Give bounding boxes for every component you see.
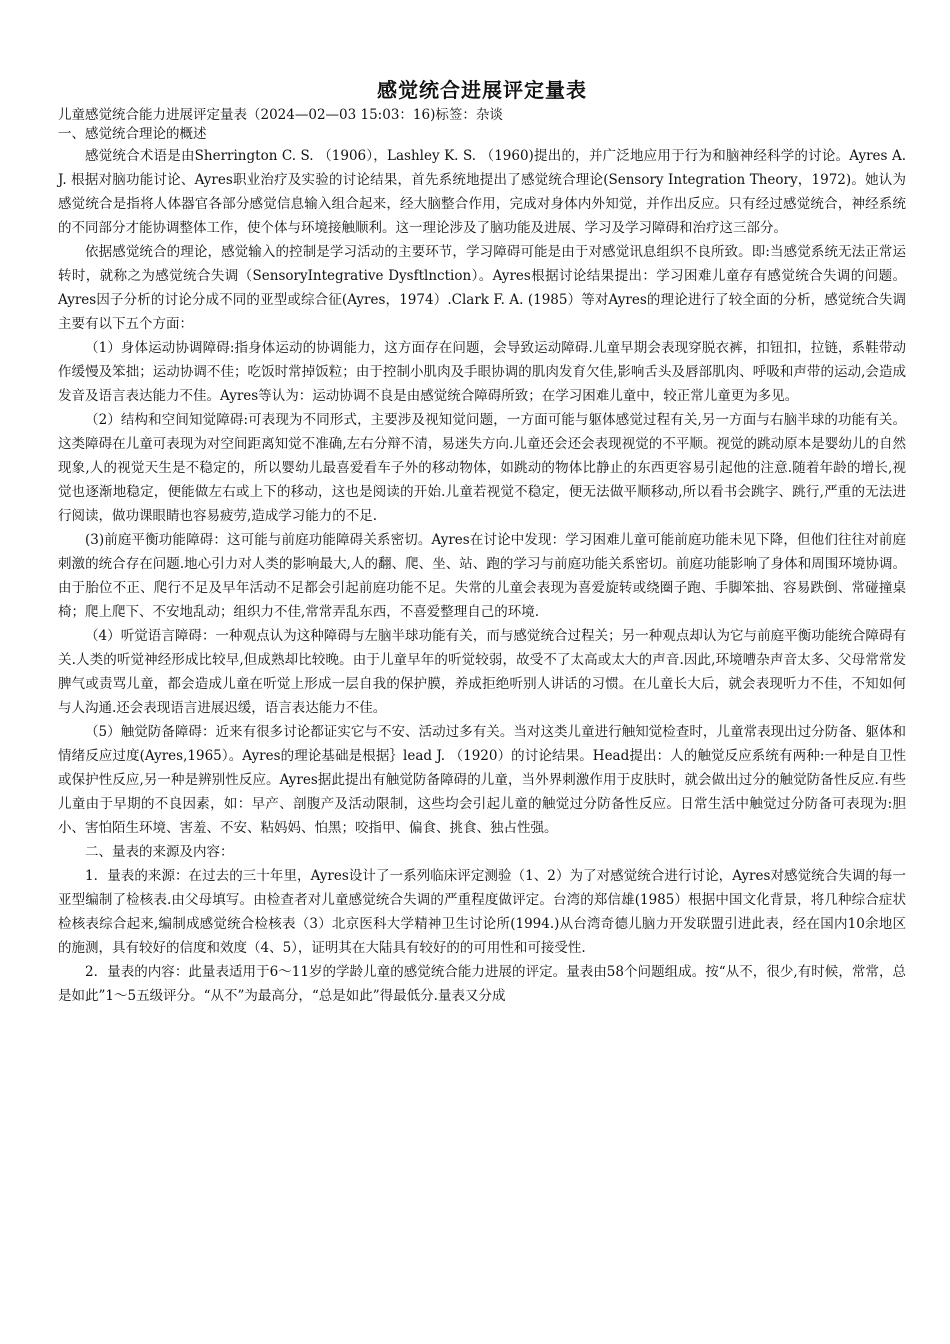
paragraph-intro: 感觉统合术语是由Sherrington C. S. （1906），Lashley K. S. （1960)提出的，并广泛地应用于行为和脑神经科学的讨论。Ayres A. J. 根据对脑功能讨论、Ayres职业治疗及实验的讨论结果，首先系统地提出了感觉统合理论(Sensory Integration Theory，1972)。她认为感觉统合是指将人体器官各部分感觉信息输入组合起来，经大脑整合作用，完成对身体内外知觉，并作出反应。只有经过感觉统合，神经系统的不同部分才能协调整体工作，使个体与环境接触顺利。这一理论涉及了脑功能及进展、学习及学习障碍和治疗这三部分。	[58, 148, 906, 236]
paragraph-scale-content: 2．量表的内容：此量表适用于6～11岁的学龄儿童的感觉统合能力进展的评定。量表由58个问题组成。按“从不，很少,有时候，常常，总是如此”1～5五级评分。“从不”为最高分，“总是如此”得最低分.量表又分成	[58, 964, 906, 1004]
document-title: 感觉统合进展评定量表	[377, 78, 587, 102]
paragraph-tactile-defense: （5）触觉防备障碍：近来有很多讨论都证实它与不安、活动过多有关。当对这类儿童进行触知觉检查时，儿童常表现出过分防备、躯体和情绪反应过度(Ayres,1965）。Ayres的理论基础是根据｝lead J. （1920）的讨论结果。Head提出：人的触觉反应系统有两种:一种是自卫性或保护性反应,另一种是辨别性反应。Ayres据此提出有触觉防备障碍的儿童，当外界刺激作用于皮肤时，就会做出过分的触觉防备性反应.有些儿童由于早期的不良因素，如：早产、剖腹产及活动限制，这些均会引起儿童的触觉过分防备性反应。日常生活中触觉过分防备可表现为:胆小、害怕陌生环境、害羞、不安、粘妈妈、怕黑；咬指甲、偏食、挑食、独占性强。	[58, 724, 906, 836]
section-heading-scale-source: 二、量表的来源及内容：	[85, 844, 234, 860]
paragraph-scale-source: 1．量表的来源：在过去的三十年里，Ayres设计了一系列临床评定测验（1、2）为了对感觉统合进行讨论，Ayres对感觉统合失调的每一亚型编制了检核表.由父母填写。由检查者对儿童感觉统合失调的严重程度做评定。台湾的郑信雄(1985）根据中国文化背景，将几种综合症状检核表综合起来,编制成感觉统合检核表（3）北京医科大学精神卫生讨论所(1994.)从台湾奇德儿脑力开发联盟引进此表，经在国内10余地区的施测，具有较好的信度和效度（4、5），证明其在大陆具有较好的的可用性和可接受性.	[58, 868, 906, 956]
paragraph-vestibular-balance: (3)前庭平衡功能障碍：这可能与前庭功能障碍关系密切。Ayres在讨论中发现：学习困难儿童可能前庭功能未见下降，但他们往往对前庭刺激的统合存在问题.地心引力对人类的影响最大,人的翻、爬、坐、站、跑的学习与前庭功能关系密切。前庭功能影响了身体和周围环境协调。由于胎位不正、爬行不足及早年活动不足都会引起前庭功能不足。失常的儿童会表现为喜爱旋转或绕圈子跑、手脚笨拙、容易跌倒、常碰撞桌椅；爬上爬下、不安地乱动；组织力不佳,常常弄乱东西，不喜爱整理自己的环境.	[58, 532, 906, 620]
paragraph-auditory-language: （4）听觉语言障碍：一种观点认为这种障碍与左脑半球功能有关，而与感觉统合过程关；另一种观点却认为它与前庭平衡功能统合障碍有关.人类的听觉神经形成比较早,但成熟却比较晚。由于儿童早年的听觉较弱，故受不了太高或太大的声音.因此,环境嘈杂声音太多、父母常常发脾气或责骂儿童，都会造成儿童在听觉上形成一层自我的保护膜，养成拒绝听别人讲话的习惯。在儿童长大后，就会表现听力不佳，不知如何与人沟通.还会表现语言进展迟缓，语言表达能力不佳。	[58, 628, 906, 716]
document-page	[58, 78, 906, 1008]
section-heading-overview: 一、感觉统合理论的概述	[58, 126, 207, 142]
paragraph-motor-coordination: （1）身体运动协调障碍:指身体运动的协调能力，这方面存在问题，会导致运动障碍.儿童早期会表现穿脱衣裤，扣钮扣，拉链，系鞋带动作缓慢及笨拙；运动协调不佳；吃饭时常掉饭粒；由于控制小肌肉及手眼协调的肌肉发育欠佳,影响舌头及唇部肌肉、呼吸和声带的运动,会造成发音及语言表达能力不佳。Ayres等认为：运动协调不良是由感觉统合障碍所致；在学习困难儿童中，较正常儿童更为多见。	[58, 340, 906, 404]
paragraph-theory: 依据感觉统合的理论，感觉输入的控制是学习活动的主要环节，学习障碍可能是由于对感觉讯息组织不良所致。即:当感觉系统无法正常运转时，就称之为感觉统合失调（SensoryIntegrative Dysftlnction）。Ayres根据讨论结果提出：学习困难儿童存有感觉统合失调的问题。Ayres因子分析的讨论分成不同的亚型或综合征(Ayres，1974）.Clark F. A. (1985）等对Ayres的理论进行了较全面的分析，感觉统合失调主要有以下五个方面：	[58, 244, 906, 332]
paragraph-spatial-perception: （2）结构和空间知觉障碍:可表现为不同形式，主要涉及视知觉问题，一方面可能与躯体感觉过程有关,另一方面与右脑半球的功能有关。这类障碍在儿童可表现为对空间距离知觉不准确,左右分辩不清，易迷失方向.儿童还会还会表现视觉的不平顺。视觉的跳动原本是婴幼儿的自然现象,人的视觉天生是不稳定的，所以婴幼儿最喜爱看车子外的移动物体，如跳动的物体比静止的东西更容易引起他的注意.随着年龄的增长,视觉也逐渐地稳定，便能做左右或上下的移动，这也是阅读的开始.儿童若视觉不稳定，便无法做平顺移动,所以看书会跳字、跳行,严重的无法进行阅读，做功课眼睛也容易疲劳,造成学习能力的不足.	[58, 412, 906, 524]
document-subtitle: 儿童感觉统合能力进展评定量表（2024—02—03 15:03：16)标签：杂谈	[58, 107, 503, 123]
